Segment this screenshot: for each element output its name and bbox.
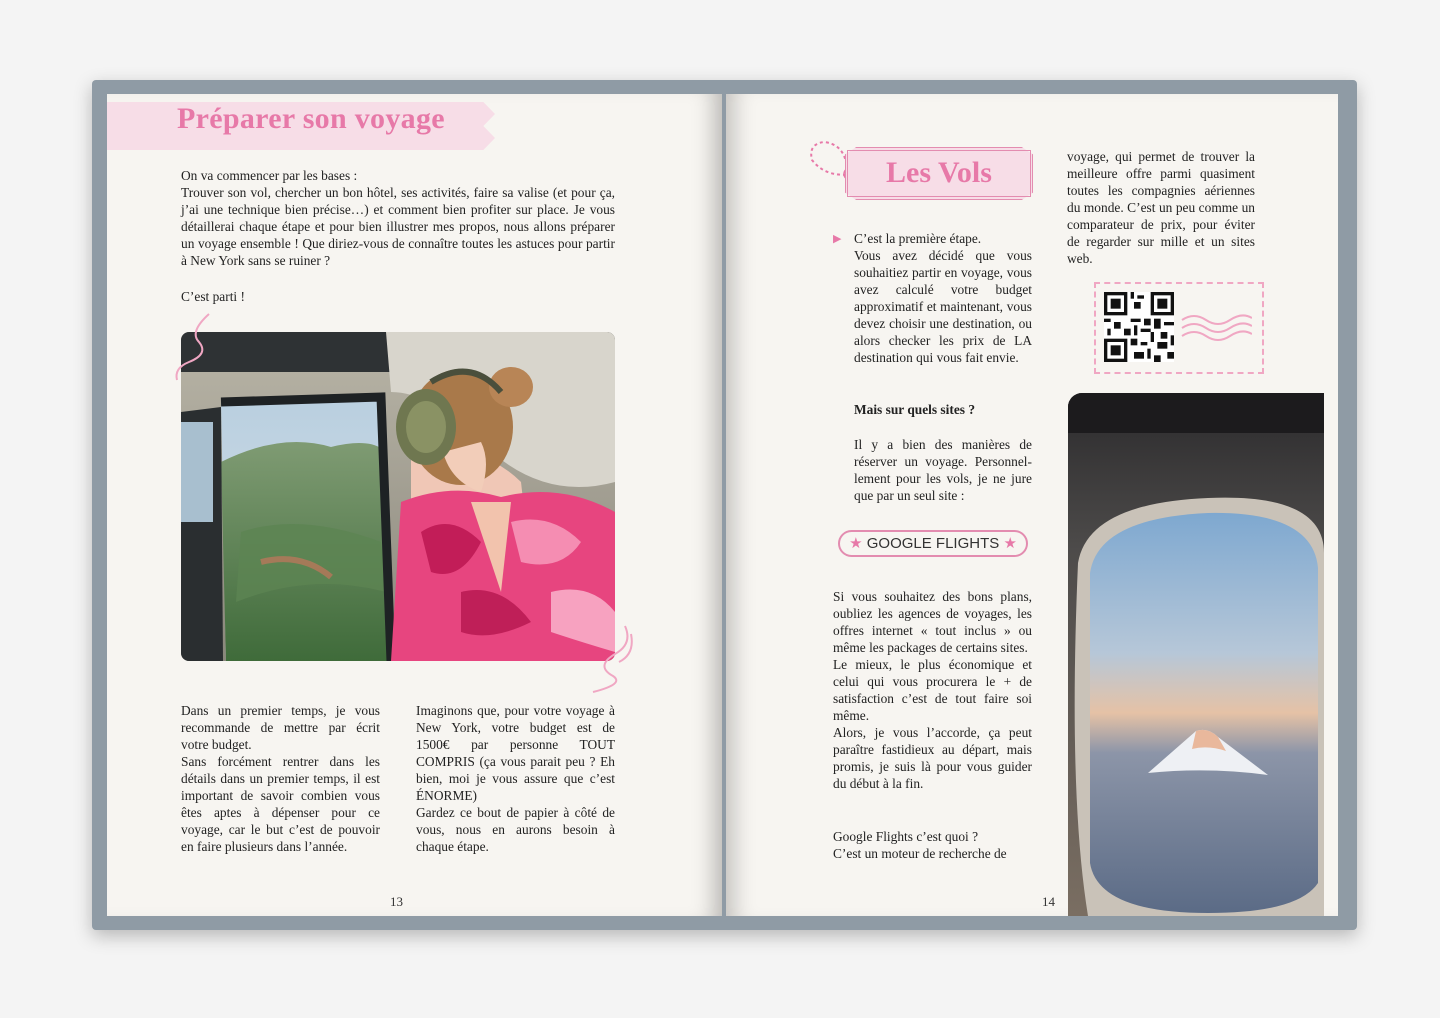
- bullet-arrow-icon: ▶: [833, 233, 842, 245]
- swirl-decoration-icon: [169, 312, 217, 384]
- intro-text: [181, 167, 615, 269]
- star-icon: ★: [1003, 535, 1017, 552]
- intro-line-2: Trouver son vol, chercher un bon hôtel, ses activités, faire sa valise (et pour ça, j’ai une technique bien précise…) et comment bien profiter sur place. Je vous détaillerai chaque étape et pour bien illustrer mes propos, nous allons préparer un voyage ensemble ! Que diriez-vous de connaître toutes les astuces pour partir à New York sans se ruiner ?: [181, 185, 615, 268]
- subheading: Mais sur quels sites ?: [854, 402, 976, 417]
- page-number-right: 14: [1042, 894, 1055, 909]
- column-1-text: Dans un premier temps, je vous recommande de mettre par écrit votre budget. Sans forcément rentrer dans les détails dans un premier temps, il est important de savoir combien vous êtes aptes à dépenser pour ce voyage, car le but c’est de pouvoir en faire plusieurs dans l’année.: [181, 703, 380, 854]
- bullet-text: C’est la première étape. Vous avez décidé que vous souhaitiez partir en voyage, vous avez calculé votre budget approximatif et maintenant, vous devez choisir une destination, ou alors checker les prix de LA destination qui vous fait envie.: [854, 231, 1032, 365]
- right-page: [726, 94, 1338, 916]
- body-text: Si vous souhaitez des bons plans, oubliez les agences de voyages, les offres internet « tout inclus » ou même les packages de certains sites. Le mieux, le plus économique et celui qui vous procurera le + de satisfaction c’est de tout faire soi même. Alors, je vous l’accorde, ça peut paraître fastidieux au départ, mais promis, je suis là pour vous guider du début à la fin.: [833, 589, 1032, 791]
- cest-parti-text: C’est parti !: [181, 289, 245, 304]
- airplane-window-photo: [1068, 393, 1324, 916]
- intro-line-1: On va commencer par les bases :: [181, 168, 358, 183]
- qr-code-icon: [1104, 292, 1174, 362]
- column-2-text: Imaginons que, pour votre voyage à New York, votre budget est de 1500€ par personne TOUT COMPRIS (ça vous parait peu ? Eh bien, moi je vous assure que c’est ÉNORME) Gardez ce bout de papier à côté de vous, nous en aurons besoin à chaque étape.: [416, 703, 615, 854]
- swirl-decoration-2-icon: [585, 624, 635, 694]
- question-text: Google Flights c’est quoi ? C’est un moteur de recherche de: [833, 829, 1007, 861]
- right-column-text: voyage, qui permet de trouver la meilleure offre parmi quasiment toutes les compagnies aériennes du monde. C’est un peu comme un comparateur de prix, pour éviter de regarder sur mille et un sites web.: [1067, 149, 1255, 266]
- star-icon: ★: [849, 535, 863, 552]
- helicopter-photo: [181, 332, 615, 661]
- pill-label: GOOGLE FLIGHTS: [866, 535, 1000, 552]
- page-title: Préparer son voyage: [177, 102, 445, 135]
- section-title: Les Vols: [886, 156, 992, 189]
- airplane-window-image: [1068, 393, 1324, 916]
- postmark-box: [1094, 282, 1264, 374]
- google-flights-pill: [838, 530, 1028, 557]
- postmark-wave-icon: [1180, 310, 1252, 346]
- helicopter-photo-image: [181, 332, 615, 661]
- page-number: 13: [390, 894, 403, 909]
- sites-text: Il y a bien des manières de réserver un voyage. Personnel-lement pour les vols, je ne jure que par un seul site :: [854, 437, 1032, 503]
- left-page: [107, 94, 722, 916]
